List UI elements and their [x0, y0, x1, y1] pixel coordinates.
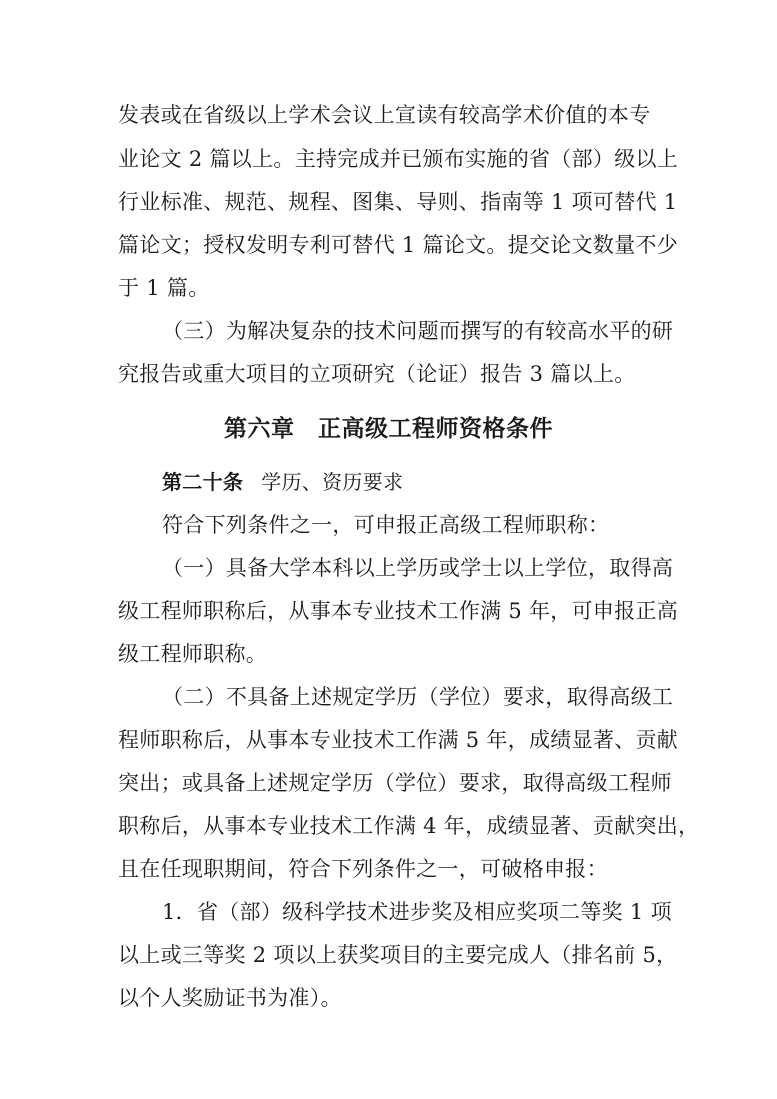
item-one-line: （一）具备大学本科以上学历或学士以上学位，取得高: [162, 556, 674, 580]
item-two-line: （二）不具备上述规定学历（学位）要求，取得高级工: [162, 685, 674, 709]
item-one-line: 级工程师职称后，从事本专业技术工作满 5 年，可申报正高: [118, 599, 679, 623]
paragraph-line: 篇论文；授权发明专利可替代 1 篇论文。提交论文数量不少: [118, 233, 679, 257]
paragraph-line: 发表或在省级以上学术会议上宣读有较高学术价值的本专: [118, 103, 651, 127]
paragraph-line: 业论文 2 篇以上。主持完成并已颁布实施的省（部）级以上: [118, 147, 679, 171]
item-two-line: 职称后，从事本专业技术工作满 4 年，成绩显著、贡献突出，: [118, 814, 700, 838]
item-two-line: 且在任现职期间，符合下列条件之一，可破格申报：: [118, 857, 608, 881]
item-two-line: 突出；或具备上述规定学历（学位）要求，取得高级工程师: [118, 771, 672, 795]
intro-line: 符合下列条件之一，可申报正高级工程师职称：: [162, 513, 610, 537]
paragraph-line: 行业标准、规范、规程、图集、导则、指南等 1 项可替代 1: [118, 190, 678, 214]
paragraph-line: 于 1 篇。: [118, 276, 210, 300]
article-subject: 学历、资历要求: [261, 470, 404, 494]
item-three-line: （三）为解决复杂的技术问题而撰写的有较高水平的研: [162, 319, 674, 343]
item-three-line: 究报告或重大项目的立项研究（论证）报告 3 篇以上。: [118, 362, 636, 386]
article-heading: [162, 468, 777, 496]
chapter-title: 第六章 正高级工程师资格条件: [224, 415, 553, 442]
sub-item-line: 以上或三等奖 2 项以上获奖项目的主要完成人（排名前 5，: [118, 943, 678, 967]
item-one-line: 级工程师职称。: [118, 642, 268, 666]
item-two-line: 程师职称后，从事本专业技术工作满 5 年，成绩显著、贡献: [118, 728, 679, 752]
article-number: 第二十条: [162, 470, 244, 494]
sub-item-line: 1．省（部）级科学技术进步奖及相应奖项二等奖 1 项: [162, 900, 672, 924]
sub-item-line: 以个人奖励证书为准）。: [118, 986, 342, 1010]
